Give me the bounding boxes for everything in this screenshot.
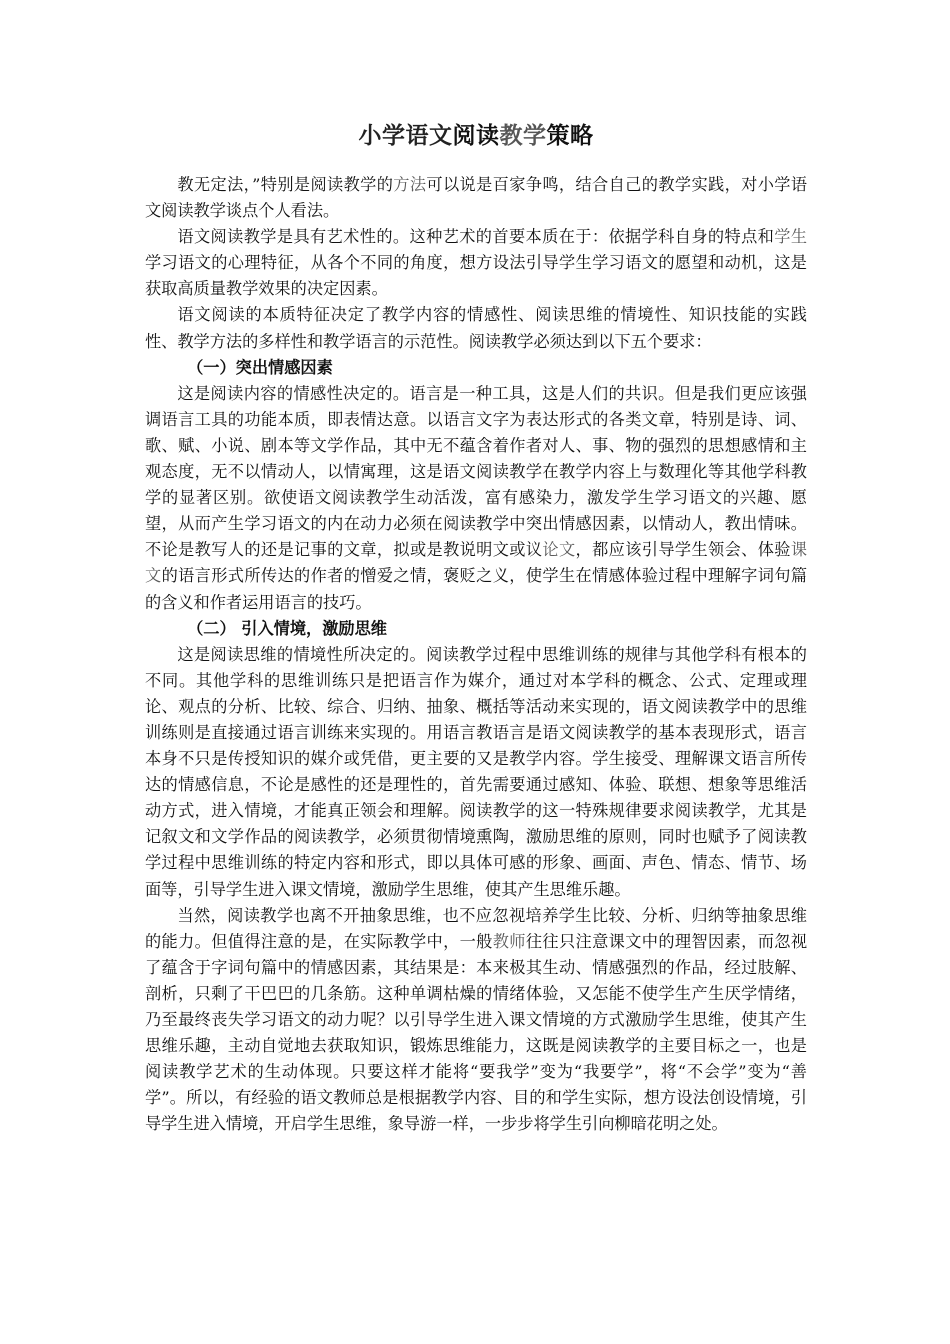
paragraph-1 xyxy=(145,172,807,224)
paragraph-6-text-b: 往往只注意课文中的理智因素，而忽视了蕴含于字词句篇中的情感因素，其结果是：本来极其生动、情感强烈的作品，经过肢解、剖析，只剩了干巴巴的几条筋。这种单调枯燥的情绪体验，又怎能不使学生产生厌学情绪，乃至最终丧失学习语文的动力呢？以引导学生进入课文情境的方式激励学生思维，使其产生思维乐趣，主动自觉地去获取知识，锻炼思维能力，这既是阅读教学的主要目标之一，也是阅读教学艺术的生动体现。只要这样才能将“要我学”变为“我要学”，将“不会学”变为“善学”。所以，有经验的语文教师总是根据教学内容、目的和学生实际，想方设法创设情境，引导学生进入情境，开启学生思维，象导游一样，一步步将学生引向柳暗花明之处。 xyxy=(145,931,808,1134)
paragraph-2-text-b: 学习语文的心理特征，从各个不同的角度，想方设法引导学生学习语文的愿望和动机，这是获取高质量教学效果的决定因素。 xyxy=(145,253,807,299)
paragraph-2 xyxy=(145,224,807,302)
title-part-4: 策略 xyxy=(546,123,594,149)
section-heading-1: （一）突出情感因素 xyxy=(187,357,333,377)
paragraph-6-text-a: 当然，阅读教学也离不开抽象思维，也不应忽视培养学生比较、分析、归纳等抽象思维的能力。但值得注意的是，在实际教学中，一般 xyxy=(145,905,807,951)
title-part-1: 小学语文 xyxy=(358,123,453,149)
link-student[interactable]: 学生 xyxy=(774,227,808,247)
link-thesis[interactable]: 论文 xyxy=(542,540,576,560)
paragraph-4-text-b: ，都应该引导学生领会、体验 xyxy=(575,540,791,560)
link-text[interactable]: 课文 xyxy=(145,540,808,586)
paragraph-4 xyxy=(145,381,807,616)
paragraph-2-text-a: 语文阅读教学是具有艺术性的。这种艺术的首要本质在于：依据学科自身的特点和 xyxy=(177,227,775,247)
title-part-3: 教学 xyxy=(499,123,547,149)
link-teacher[interactable]: 教师 xyxy=(492,931,526,951)
paragraph-3: 语文阅读的本质特征决定了教学内容的情感性、阅读思维的情境性、知识技能的实践性、教学方法的多样性和教学语言的示范性。阅读教学必须达到以下五个要求： xyxy=(145,305,807,351)
link-method[interactable]: 方法 xyxy=(393,175,427,194)
paragraph-1-text-b: 可以说是百家争鸣，结合自己的教学实践，对小学语文阅读教学谈点个人看法。 xyxy=(145,175,808,221)
paragraph-4-text-a: 这是阅读内容的情感性决定的。语言是一种工具，这是人们的共识。但是我们更应该强调语言工具的功能本质，即表情达意。以语言文字为表达形式的各类文章，特别是诗、词、歌、赋、小说、剧本等文学作品，其中无不蕴含着作者对人、事、物的强烈的思想感情和主观态度，无不以情动人，以情寓理，这是语文阅读教学在教学内容上与数理化等其他学科教学的显著区别。欲使语文阅读教学生动活泼，富有感染力，激发学生学习语文的兴趣、愿望，从而产生学习语文的内在动力必须在阅读教学中突出情感因素，以情动人，教出情味。不论是教写人的还是记事的文章，拟或是教说明文或议 xyxy=(145,383,807,560)
section-heading-2: （二） 引入情境，激励思维 xyxy=(187,618,387,638)
paragraph-1-text-a: 教无定法，”特别是阅读教学的 xyxy=(177,175,394,194)
paragraph-6 xyxy=(145,903,807,1138)
document-title xyxy=(145,118,807,154)
title-part-2: 阅读 xyxy=(452,123,500,149)
document-page xyxy=(145,118,807,1137)
paragraph-4-text-c: 的语言形式所传达的作者的憎爱之情，褒贬之义，使学生在情感体验过程中理解字词句篇的含义和作者运用语言的技巧。 xyxy=(145,566,808,612)
paragraph-5: 这是阅读思维的情境性所决定的。阅读教学过程中思维训练的规律与其他学科有根本的不同。其他学科的思维训练只是把语言作为媒介，通过对本学科的概念、公式、定理或理论、观点的分析、比较、综合、归纳、抽象、概括等活动来实现的，语文阅读教学中的思维训练则是直接通过语言训练来实现的。用语言教语言是语文阅读教学的基本表现形式，语言本身不只是传授知识的媒介或凭借，更主要的又是教学内容。学生接受、理解课文语言所传达的情感信息，不论是感性的还是理性的，首先需要通过感知、体验、联想、想象等思维活动方式，进入情境，才能真正领会和理解。阅读教学的这一特殊规律要求阅读教学，尤其是记叙文和文学作品的阅读教学，必须贯彻情境熏陶，激励思维的原则，同时也赋予了阅读教学过程中思维训练的特定内容和形式，即以具体可感的形象、画面、声色、情态、情节、场面等，引导学生进入课文情境，激励学生思维，使其产生思维乐趣。 xyxy=(145,644,807,899)
